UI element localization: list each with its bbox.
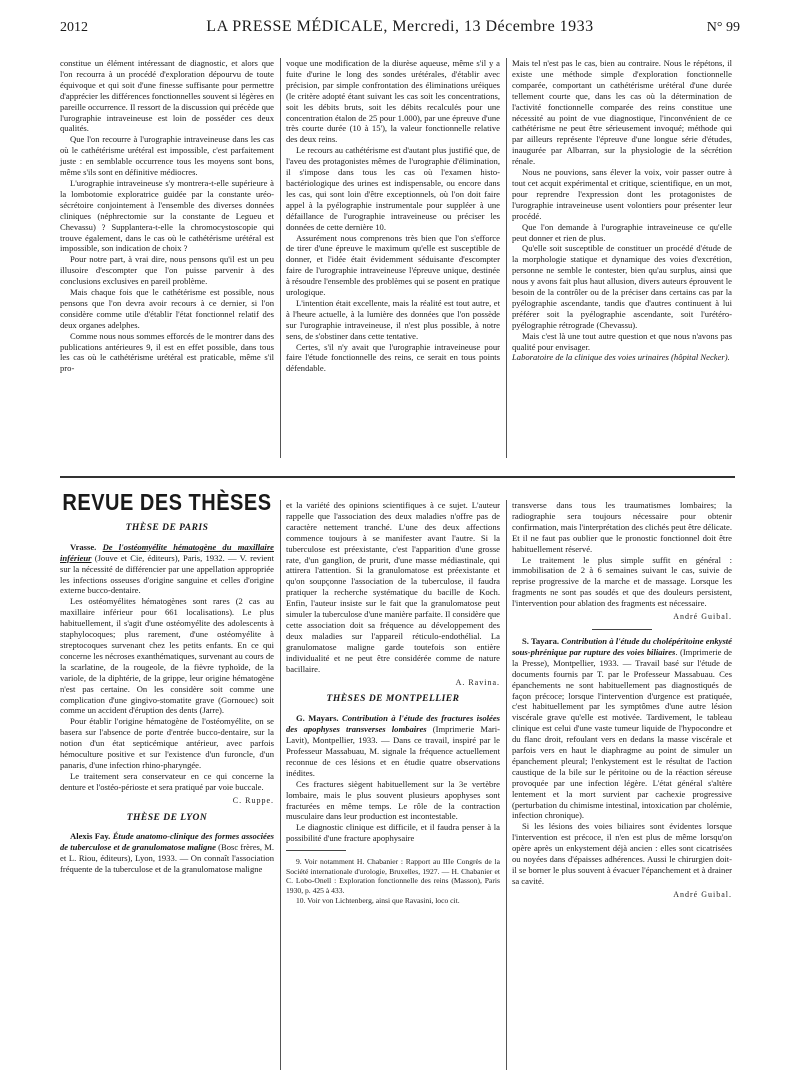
footnotes [286,857,500,905]
footnote-rule [286,850,346,851]
tayara-intro: . (Imprimerie de la Presse), Montpellier, 1933. — Travail basé sur l'étude de documents fournis par T. par le Professeur Massabuau. Ces épanchements ne sont habituellement pas diagnostiqués de façon précoce; lorsque l'intervention d'urgence est pratiquée, c'est habituellement par les symptômes d'une autre lésion viscérale grave qu'elle est motivée. Tardivement, le tableau clinique est celui d'une vaste tumeur liquide de l'hypocondre et du flanc droit, refoulant vers en dedans la masse viscérale et parfois vers en haut le diaphragme au point de simuler un épanchement pleural; l'enkystement est le résultat de l'action caustique de la bile sur le péritoine ou de la réaction séreuse provoquée par une infection légère. L'état général s'altère lentement et la mort survient par cachexie progressive (perturbation du chimisme intestinal, intoxication par cholémie, infection chronique). [512,646,732,821]
section-divider [60,476,735,478]
fay-intro: (Bosc frères, M. et L. Riou, éditeurs), Lyon, 1933. — On connaît l'association fréquente de la tuberculose et de la granulomatose maligne [60,842,274,875]
paragraph: Assurément nous comprenons très bien que l'on s'efforce de tirer d'une épreuve le maximum qu'elle est susceptible de donner, et l'idée était évidemment séduisante d'escompter faire de l'urographie intraveineuse l'épreuve unique, destinée à résoudre l'ensemble des problèmes qui se posent en pratique urologique. [286,232,500,298]
column-divider [280,500,281,1070]
paragraph: Les ostéomyélites hématogènes sont rares (2 cas au maxillaire inférieur pour 661 localisations). Le plus habituellement, il s'agit d'une ostéomyélite des adolescents à staphylocoques; plus rarement, d'une ostéomyélite à streptocoques survenant chez les petits enfants. En ce qui concerne les nécroses exanthématiques, survenant au cours de la scarlatine, de la rougeole, de la fièvre typhoïde, de la variole, de la diphtérie, de la grippe, leur origine hématogène n'est pas certaine. On les considère soit comme une complication d'une gingivo-stomatite grave (Gornouec) soit comme un accident d'éruption des dents (Jarre). [60,596,274,716]
top-column-2 [286,58,500,374]
vrasse-title: De l'ostéomyélite hématogène du maxillaire inférieur [60,541,274,563]
page-number: 2012 [60,20,88,35]
column-divider [506,500,507,1070]
paragraph: Le traitement sera conservateur en ce qui concerne la denture et l'ostéo-périoste et sera pratiqué par voie buccale. [60,770,274,792]
fay-entry [60,831,274,875]
top-column-1 [60,58,274,374]
tayara-entry [512,636,732,821]
mayars-entry [286,713,500,778]
paragraph: Ces fractures siègent habituellement sur la 3e vertèbre lombaire, mais le plus souvent plusieurs apophyses sont fracturées en même temps. Le rôle de la contraction musculaire dans leur production est incontestable. [286,778,500,822]
paragraph: Pour notre part, à vrai dire, nous pensons qu'il est un peu illusoire d'escompter que l'on puisse parvenir à des conclusions exclusives en pareil problème. [60,254,274,287]
tayara-title: Contribution à l'étude du cholépéritoine enkysté sous-phrénique par rupture des voies biliaires [512,635,732,657]
tayara-author: S. Tayara. [522,635,560,646]
bottom-column-3 [512,500,732,907]
signature-guibal-1: André Guibal. [673,612,732,622]
column-divider [506,58,507,458]
signature-guibal-2: André Guibal. [673,889,732,899]
footnote: 10. Voir von Lichtenberg, ainsi que Ravasini, loco cit. [296,895,460,905]
mayars-title: Contribution à l'étude des fractures isolées des apophyses transverses lombaires [286,713,500,735]
fay-author: Alexis Fay. [70,831,111,842]
column-divider [280,58,281,458]
vrasse-author: Vrasse. [70,541,97,552]
paragraph: L'urographie intraveineuse s'y montrera-t-elle supérieure à la lombotomie exploratrice guidée par la constante uréo-sécrétoire conjointement à l'ensemble des diverses données cliniques (néphrectomie sur la constante de Legueu et Chevassu) ? Supplantera-t-elle la chromocystoscopie qui trouve également, dans le cas où le cathétérisme urétéral est impossible, son indication de choix ? [60,177,274,254]
footnote: 9. Voir notamment H. Chabanier : Rapport au IIIe Congrès de la Société internationale d'urologie, Bruxelles, 1927. — H. Chabanier et C. Lobo-Onell : Exploration fonctionnelle des reins (Masson), Paris 1930, p. 425 à 433. [286,857,500,895]
paragraph: Que l'on recourre à l'urographie intraveineuse dans les cas où le cathétérisme urétéral est impossible, c'est parfaitement juste : en semblable occurrence tous les moyens sont bons, même s'ils sont en définitive médiocres. [60,134,274,178]
paragraph: voque une modification de la diurèse aqueuse, même s'il y a fuite d'urine le long des sondes urétérales, d'établir avec précision, par simple confrontation des éliminations uréiques (le critère adopté étant suivant les cas soit les concentrations, soit les débits bruts, soit les débits recalculés pour une concentration étalon de 25 pour 1.000), par une épreuve d'une très courte durée (10 à 15'), la valeur fonctionnelle relative des deux reins. [286,58,500,145]
paragraph: Que l'on demande à l'urographie intraveineuse ce qu'elle peut donner et rien de plus. [512,221,732,243]
mayars-author: G. Mayars. [296,713,339,724]
revue-des-theses-heading: REVUE DES THÈSES [62,490,272,516]
paragraph: Mais c'est là une tout autre question et que nous n'avons pas qualité pour envisager. [512,330,732,352]
paragraph: Le recours au cathétérisme est d'autant plus justifié que, de l'aveu des protagonistes mêmes de l'urographie d'élimination, il s'impose dans tous les cas où l'examen histo-bactériologique des urines est indispensable, ou encore dans les cas, qui sont loin d'être exceptionnels, où l'on doit faire appel à la pyélographie instrumentale pour suppléer à une défaillance de l'urographie intraveineuse ou préciser les données de cette dernière 10. [286,145,500,232]
vrasse-entry [60,542,274,597]
paragraph: Nous ne pouvions, sans élever la voix, voir passer outre à tout cet acquit expérimental et critique, scientifique, en un mot, pour reprendre l'expression dont les protagonistes de l'urographie intraveineuse usent volontiers pour présenter leur procédé. [512,167,732,221]
entry-divider [592,629,652,630]
paragraph: Le diagnostic clinique est difficile, et il faudra penser à la possibilité d'une fracture apophysaire [286,822,500,844]
vrasse-intro: (Jouve et Cie, éditeurs), Paris, 1932. — V. revient sur la nécessité de différencier par une appellation appropriée les infections osseuses d'origine sanguine et celles d'origine externe bucco-dentaire. [60,552,274,596]
paragraph: Mais chaque fois que le cathétérisme est possible, nous pensons que l'on devra avoir recours à ce dernier, si l'on considère comme utile d'établir l'état fonctionnel relatif des deux organes adelphes. [60,287,274,330]
top-column-3 [512,58,732,363]
signature-ravina: A. Ravina. [455,677,500,687]
journal-title: LA PRESSE MÉDICALE, Mercredi, 13 Décembre 1933 [206,18,594,35]
theses-de-montpellier-heading: THÈSES DE MONTPELLIER [326,694,460,705]
paragraph: transverse dans tous les traumatismes lombaires; la radiographie sera toujours nécessaire pour obtenir confirmation, mais l'interprétation des clichés peut être délicate. Et il ne faut pas oublier que le pronostic fonctionnel doit être habituellement réservé. [512,500,732,554]
mayars-intro: (Imprimerie Mari-Lavit), Montpellier, 1933. — Dans ce travail, inspiré par le Professeur Massabuau, M. signale la fréquence actuellement reconnue de ces lésions et en étudie quatre observations inédites. [286,724,500,778]
bottom-column-1 [60,488,274,875]
these-de-paris-heading: THÈSE DE PARIS [125,522,209,533]
paragraph: constitue un élément intéressant de diagnostic, et alors que l'on recourra à un procédé d'exploration dépourvu de toute équivoque et qui soit d'une finesse suffisante pour permettre d'apprécier les différences fonctionnelles souvent si légères en pareille occurrence. Il ressort de la discussion qui précède que l'urographie intraveineuse est loin de posséder ces deux qualités. [60,58,275,134]
issue-number: N° 99 [706,20,740,35]
bottom-column-2 [286,500,500,905]
paragraph: Le traitement le plus simple suffit en général : immobilisation de 2 à 6 semaines suivant le cas, suivie de reprise progressive de la marche et de massage. Lorsque les fragments ne sont pas soudés et que des douleurs persistent, l'intervention pour ablation des fragments est nécessaire. [512,554,732,609]
paragraph: Certes, s'il n'y avait que l'urographie intraveineuse pour faire l'étude fonctionnelle des reins, ce serait en tous points défendable. [286,341,500,374]
paragraph: Si les lésions des voies biliaires sont évidentes lorsque l'intervention est précoce, il n'en est plus de même lorsqu'on opère après un enkystement déjà ancien : elles sont cicatrisées ou noyées dans d'épaisses adhérences. Aussi le chirurgien doit-il se borner le plus souvent à évacuer l'épanchement et à drainer sa cavité. [512,821,732,886]
paragraph: Comme nous nous sommes efforcés de le montrer dans des publications antérieures 9, il est en effet possible, dans tous les cas où le cathétérisme urétéral est praticable, même s'il pro- [60,330,274,374]
paragraph: Pour établir l'origine hématogène de l'ostéomyélite, on se basera sur l'absence de porte d'entrée bucco-dentaire, sur la notion d'un état septicémique antérieur, avec parfois hémoculture positive et sur l'existence d'un furoncle, d'un panaris, d'une infection rhino-pharyngée. [60,716,274,770]
signature-ruppe: C. Ruppe. [232,795,274,805]
paragraph: Qu'elle soit susceptible de constituer un procédé d'étude de la morphologie statique et dynamique des voies d'excrétion, personne ne semble le contester, bien qu'au surplus, ainsi que nous y avons fait plus haut allusion, divers auteurs éprouvent le besoin de la contrôler ou de la préciser dans certains cas par la pyélographie ascendante, tandis que d'autres continuent à lui préférer soit la pyélographie ascendante, soit l'urétéro-pyélographie rétrograde (Chevassu). [512,243,732,330]
these-de-lyon-heading: THÈSE DE LYON [126,812,208,823]
paragraph: Mais tel n'est pas le cas, bien au contraire. Nous le répétons, il existe une méthode simple d'exploration fonctionnelle comparée, comportant un cathétérisme urétéral d'une durée tellement courte que, dans les cas où la détermination de l'activité fonctionnelle comparée des reins constitue une nécessité au point de vue diagnostique, l'inconvénient de ce cathétérisme ne peut être sérieusement invoqué; méthode qui par ailleurs représente l'épreuve d'une longue série d'études, inaugurée par Albarran, sur la physiologie de la sécrétion rénale. [512,58,732,167]
laboratory-note: Laboratoire de la clinique des voies urinaires (hôpital Necker). [512,352,730,363]
paragraph: et la variété des opinions scientifiques à ce sujet. L'auteur rappelle que l'association des deux maladies n'offre pas de caractère nettement tranché. L'une des deux affections commence toujours à se manifester avant l'autre. Si la tuberculose est préexistante, c'est l'apparition d'une grosse rate, d'un ganglion, de prurit, d'une masse médiastinale, qui attirera l'attention. Si la granulomatose est préexistante et qu'on soupçonne l'association de la tuberculose, il faudra pratiquer la recherche systématique du bacille de Koch. Enfin, l'auteur insiste sur le fait que la granulomatose peut simuler la tuberculose d'une manière parfaite. Il considère que cette association doit sa fréquence au développement des deux maladies sur l'appareil réticulo-endothélial. La granulomatose maligne garde toutefois son entière individualité et ne peut être considérée comme de nature bacillaire. [286,500,500,674]
page-header [60,18,740,40]
fay-title: Étude anatomo-clinique des formes associées de tuberculose et de granulomatose maligne [60,831,274,853]
paragraph: L'intention était excellente, mais la réalité est tout autre, et à l'heure actuelle, à la lumière des données que l'on possède sur l'urographie intraveineuse, il n'est plus possible, à notre sens, de s'obstiner dans cette tentative. [286,297,500,341]
